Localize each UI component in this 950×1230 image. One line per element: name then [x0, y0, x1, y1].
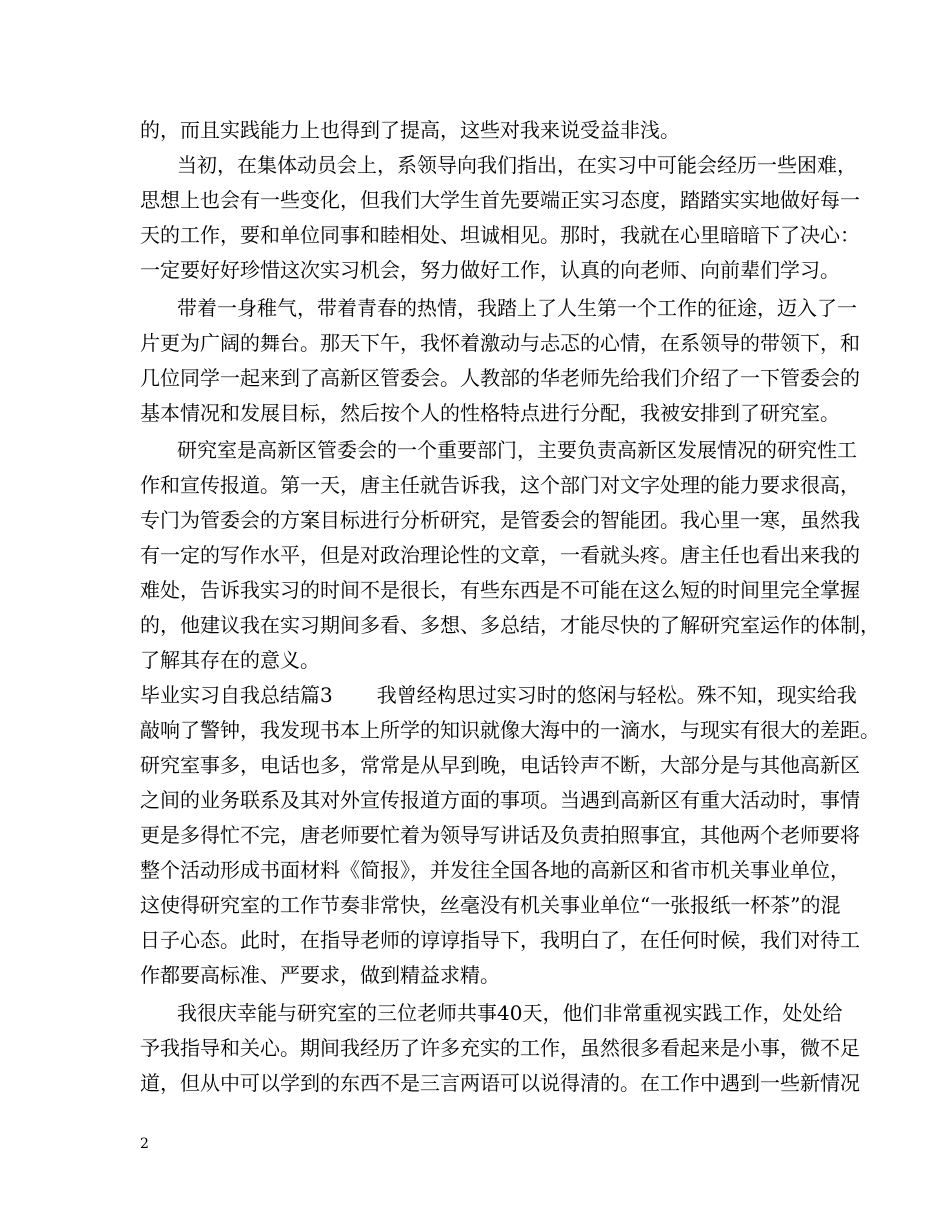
paragraph-line: 基本情况和发展目标，然后按个人的性格特点进行分配，我被安排到了研究室。 [140, 401, 840, 425]
paragraph-line: 专门为管委会的方案目标进行分析研究，是管委会的智能团。我心里一寒，虽然我 [140, 508, 860, 532]
paragraph-line: 之间的业务联系及其对外宣传报道方面的事项。当遇到高新区有重大活动时，事情 [140, 788, 860, 812]
paragraph-line: 予我指导和关心。期间我经历了许多充实的工作，虽然很多看起来是小事，微不足 [140, 1036, 860, 1060]
paragraph-line: 我很庆幸能与研究室的三位老师共事40天，他们非常重视实践工作，处处给 [177, 1001, 843, 1025]
page-number: 2 [140, 1136, 149, 1152]
paragraph-line: 道，但从中可以学到的东西不是三言两语可以说得清的。在工作中遇到一些新情况 [140, 1071, 860, 1095]
paragraph-line: 片更为广阔的舞台。那天下午，我怀着激动与忐忑的心情，在系领导的带领下，和 [140, 331, 860, 355]
paragraph-line: 作和宣传报道。第一天，唐主任就告诉我，这个部门对文字处理的能力要求很高， [140, 473, 860, 497]
section-heading-line [140, 683, 857, 707]
paragraph-line: 了解其存在的意义。 [140, 648, 320, 672]
paragraph-line: 几位同学一起来到了高新区管委会。人教部的华老师先给我们介绍了一下管委会的 [140, 366, 860, 390]
paragraph-line: 的，而且实践能力上也得到了提高，这些对我来说受益非浅。 [140, 118, 680, 142]
paragraph-line: 有一定的写作水平，但是对政治理论性的文章，一看就头疼。唐主任也看出来我的 [140, 543, 860, 567]
paragraph-line: 思想上也会有一些变化，但我们大学生首先要端正实习态度，踏踏实实地做好每一 [140, 188, 860, 212]
paragraph-line: 天的工作，要和单位同事和睦相处、坦诚相见。那时，我就在心里暗暗下了决心： [140, 223, 860, 247]
paragraph-line: 日子心态。此时，在指导老师的谆谆指导下，我明白了，在任何时候，我们对待工 [140, 928, 860, 952]
paragraph-line: 带着一身稚气，带着青春的热情，我踏上了人生第一个工作的征途，迈入了一 [177, 296, 857, 320]
paragraph-line: 这使得研究室的工作节奏非常快，丝毫没有机关事业单位“一张报纸一杯茶”的混 [140, 893, 841, 917]
paragraph-line: 敲响了警钟，我发现书本上所学的知识就像大海中的一滴水，与现实有很大的差距。 [140, 718, 880, 742]
paragraph-line: 作都要高标准、严要求，做到精益求精。 [140, 963, 500, 987]
paragraph-line: 整个活动形成书面材料《简报》，并发往全国各地的高新区和省市机关事业单位， [140, 858, 850, 882]
paragraph-line: 我曾经构思过实习时的悠闲与轻松。殊不知，现实给我 [376, 683, 857, 707]
paragraph-line: 研究室是高新区管委会的一个重要部门，主要负责高新区发展情况的研究性工 [177, 438, 857, 462]
paragraph-line: 难处，告诉我实习的时间不是很长，有些东西是不可能在这么短的时间里完全掌握 [140, 578, 860, 602]
paragraph-line: 一定要好好珍惜这次实习机会，努力做好工作，认真的向老师、向前辈们学习。 [140, 258, 840, 282]
paragraph-line: 的，他建议我在实习期间多看、多想、多总结，才能尽快的了解研究室运作的体制， [140, 613, 880, 637]
section-heading: 毕业实习自我总结篇3 [140, 683, 333, 707]
paragraph-line: 更是多得忙不完，唐老师要忙着为领导写讲话及负责拍照事宜，其他两个老师要将 [140, 823, 860, 847]
paragraph-line: 研究室事多，电话也多，常常是从早到晚，电话铃声不断，大部分是与其他高新区 [140, 753, 860, 777]
paragraph-line: 当初，在集体动员会上，系领导向我们指出，在实习中可能会经历一些困难， [177, 153, 857, 177]
